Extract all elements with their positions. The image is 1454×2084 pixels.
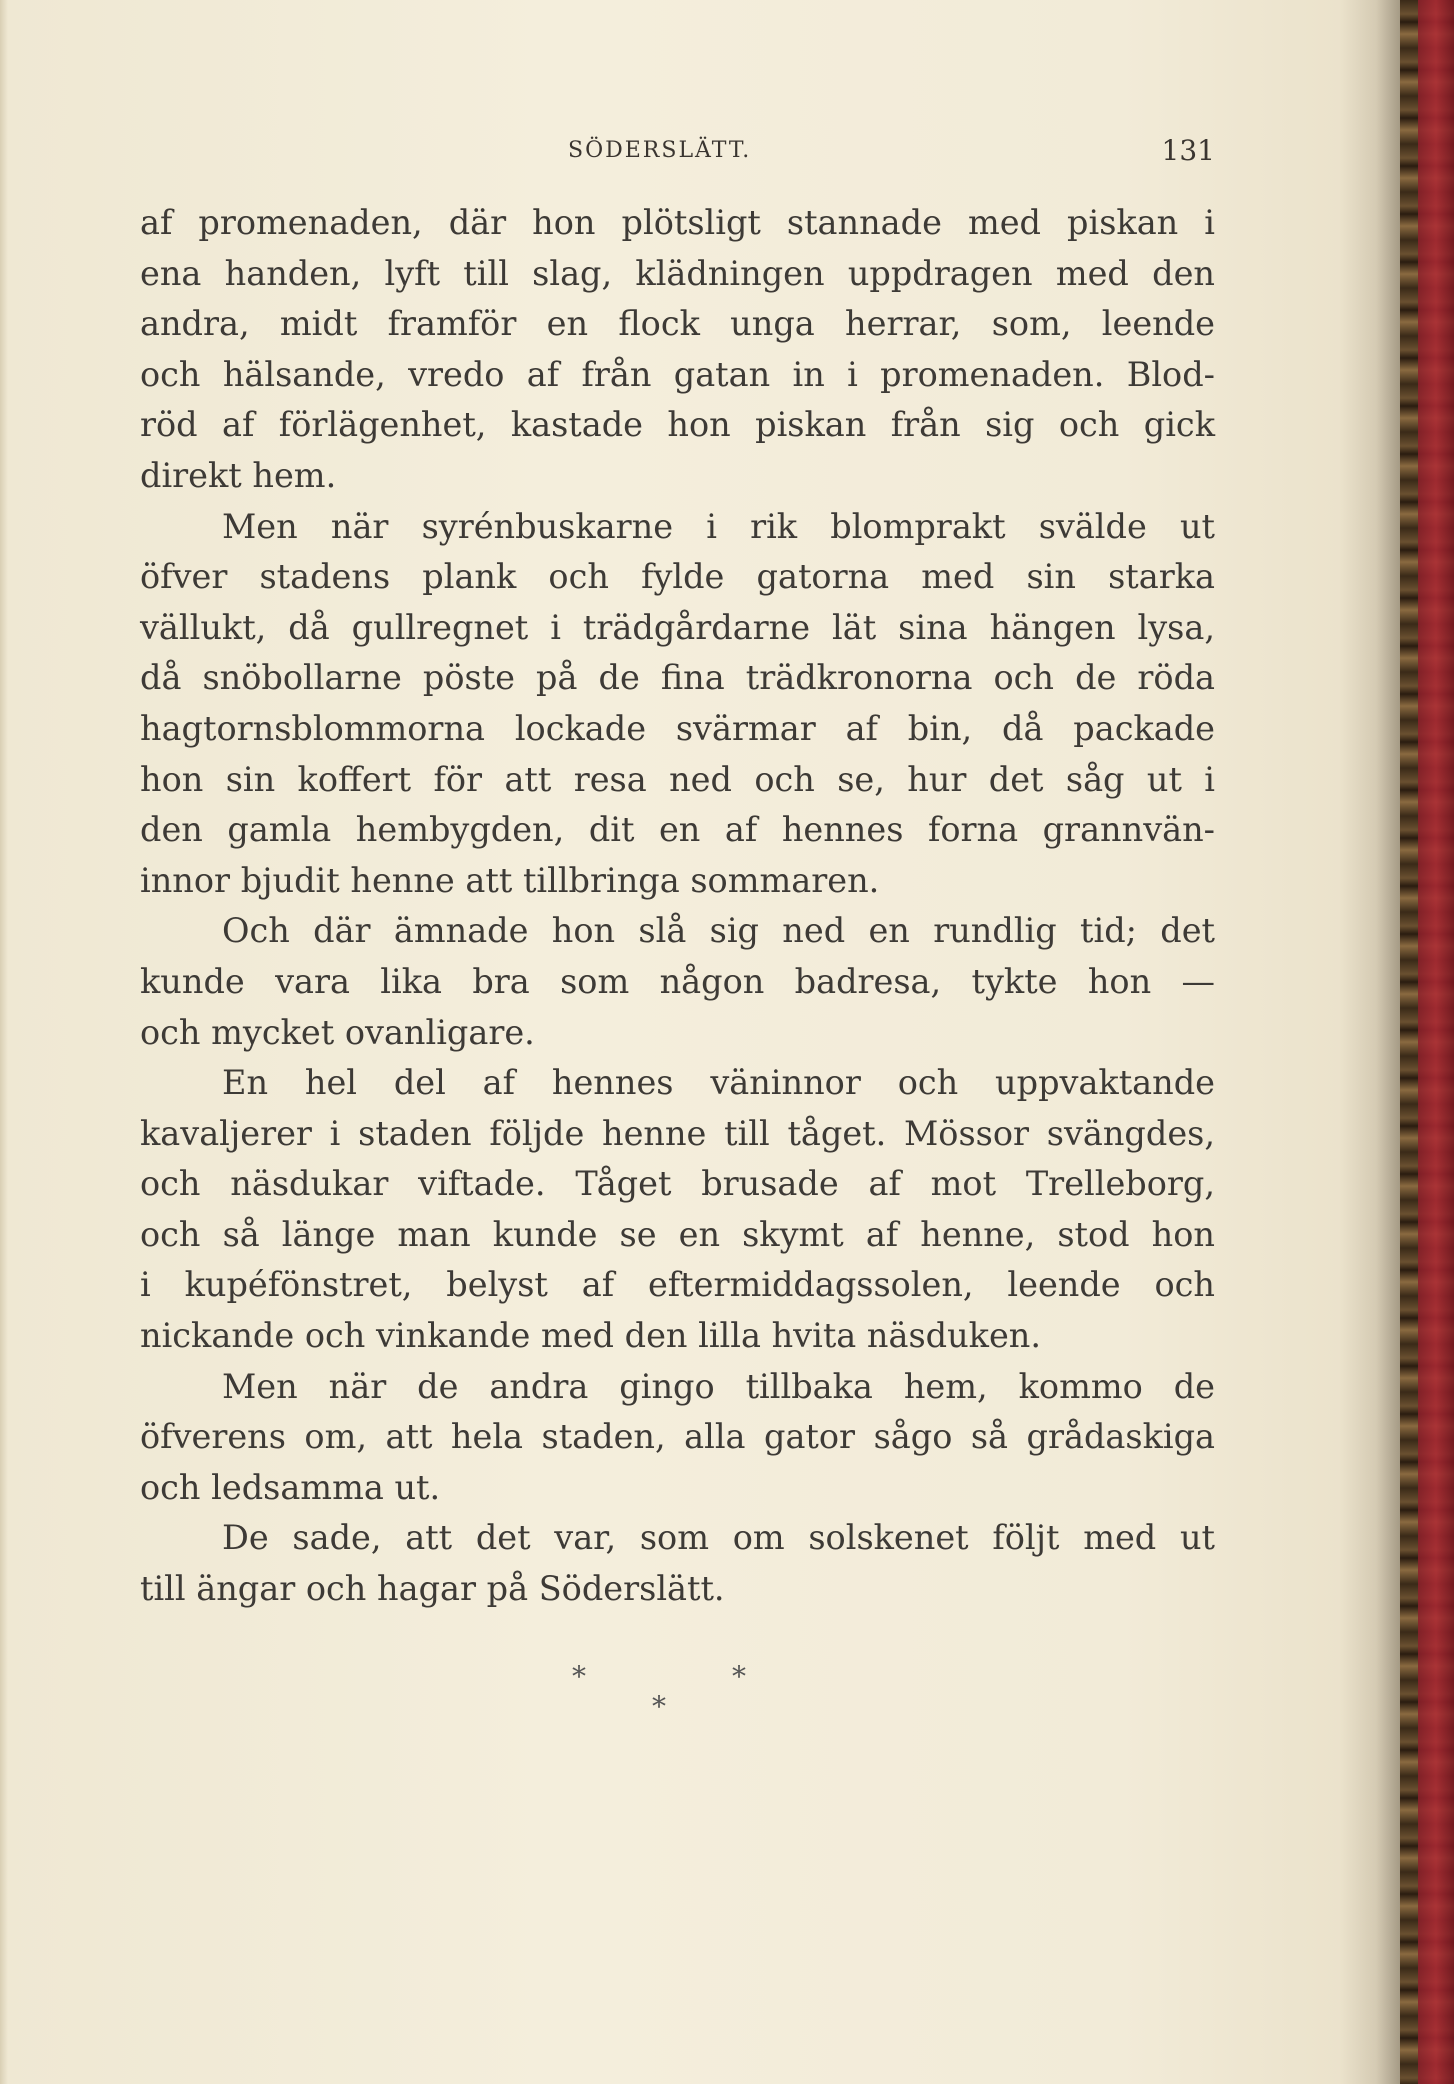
page-number: 131 [1161,134,1215,167]
text-line: vällukt, då gullregnet i trädgårdarne lät sina hängen lysa, [140,607,1215,647]
text-line: och hälsande, vredo af från gatan in i promenaden. Blod- [140,354,1215,394]
page-left-edge [0,0,8,2084]
text-line: direkt hem. [140,455,337,495]
running-head: SÖDERSLÄTT. [568,138,752,163]
paragraph-start: Men när syrénbuskarne i rik blomprakt svälde ut [222,506,1215,546]
text-line: ena handen, lyft till slag, klädningen uppdragen med den [140,253,1215,293]
text-line: och mycket ovanligare. [140,1012,535,1052]
gutter-shadow [1340,0,1400,2084]
text-line: hagtornsblommorna lockade svärmar af bin, då packade [140,708,1215,748]
text-line: den gamla hembygden, dit en af hennes forna grannvän- [140,810,1215,850]
text-line: och så länge man kunde se en skymt af henne, stod hon [140,1214,1215,1254]
paragraph-start: En hel del af hennes väninnor och uppvaktande [222,1063,1215,1103]
text-line: öfverens om, att hela staden, alla gator sågo så grådaskiga [140,1417,1215,1457]
text-line: då snöbollarne pöste på de fina trädkronorna och de röda [140,658,1215,698]
text-line: nickande och vinkande med den lilla hvita näsduken. [140,1316,1042,1356]
text-line: öfver stadens plank och fylde gatorna med sin starka [140,557,1215,597]
paragraph-start: Och där ämnade hon slå sig ned en rundlig tid; det [222,911,1215,951]
text-line: kunde vara lika bra som någon badresa, tykte hon — [140,961,1215,1001]
body-text [140,198,1215,1615]
paragraph-start: De sade, att det var, som om solskenet följt med ut [222,1518,1215,1558]
text-line: hon sin koffert för att resa ned och se, hur det såg ut i [140,759,1215,799]
asterisk-mark: * [732,1660,746,1693]
asterisk-mark: * [652,1690,666,1723]
page-header [140,130,1215,170]
section-break-asterism [560,1660,780,1740]
text-line: röd af förlägenhet, kastade hon piskan från sig och gick [140,405,1215,445]
text-line: innor bjudit henne att tillbringa sommaren. [140,860,880,900]
text-line: i kupéfönstret, belyst af eftermiddagssolen, leende och [140,1265,1215,1305]
text-line: och ledsamma ut. [140,1467,441,1507]
text-line: af promenaden, där hon plötsligt stannade med piskan i [140,203,1215,242]
text-line: till ängar och hagar på Söderslätt. [140,1569,725,1609]
binding-red-edge [1418,0,1454,2084]
paragraph-start: Men när de andra gingo tillbaka hem, kommo de [222,1366,1215,1406]
text-line: och näsdukar viftade. Tåget brusade af mot Trelleborg, [140,1164,1215,1204]
text-line: andra, midt framför en flock unga herrar, som, leende [140,304,1215,344]
asterisk-mark: * [572,1660,586,1693]
text-line: kavaljerer i staden följde henne till tåget. Mössor svängdes, [140,1113,1215,1153]
